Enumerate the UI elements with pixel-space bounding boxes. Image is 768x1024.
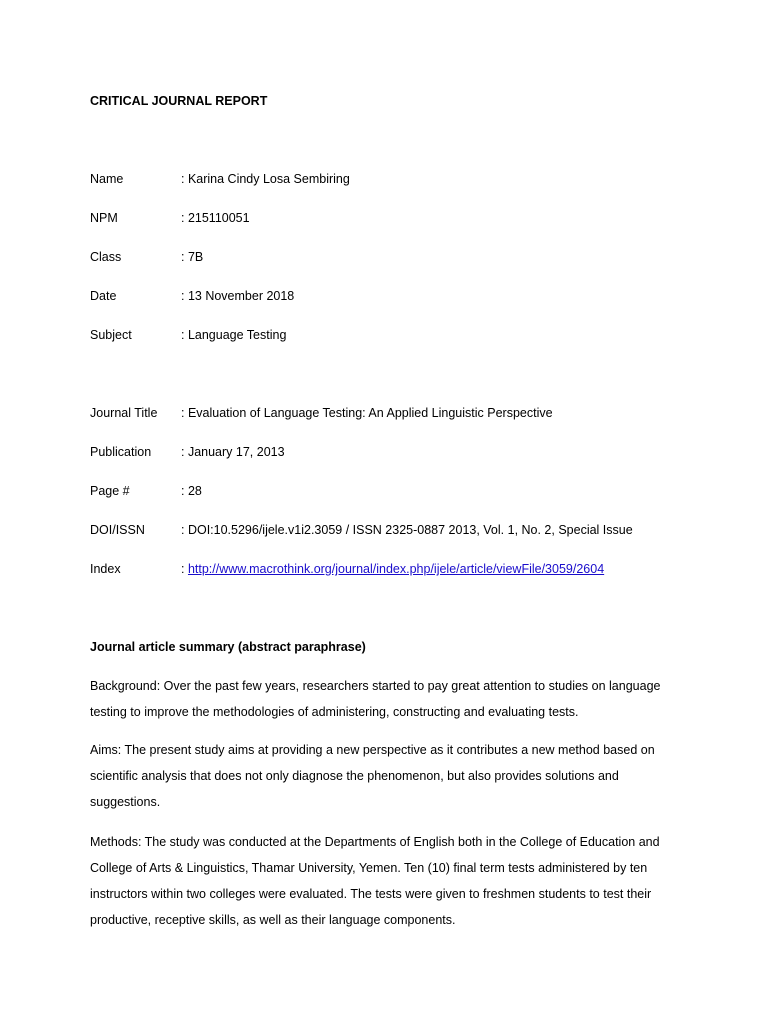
index-value — [181, 562, 604, 576]
info-value: : 13 November 2018 — [181, 289, 295, 303]
journal-label: Journal Title — [90, 406, 158, 420]
index-link[interactable]: http://www.macrothink.org/journal/index.php/ijele/article/viewFile/3059/2604 — [187, 562, 605, 576]
journal-value: : January 17, 2013 — [181, 445, 285, 459]
journal-row-publication — [90, 445, 730, 463]
journal-row-page — [90, 484, 730, 502]
journal-row-index — [90, 562, 730, 580]
index-label: Index — [90, 562, 121, 576]
info-value: : 7B — [181, 250, 204, 264]
info-label: Class — [90, 250, 122, 264]
document-title: CRITICAL JOURNAL REPORT — [90, 94, 268, 108]
journal-value: : Evaluation of Language Testing: An Applied Linguistic Perspective — [181, 406, 553, 420]
info-label: NPM — [90, 211, 118, 225]
info-label: Date — [90, 289, 117, 303]
journal-value: : 28 — [181, 484, 202, 498]
info-row-name — [90, 172, 730, 190]
journal-row-title — [90, 406, 730, 424]
journal-label: Page # — [90, 484, 130, 498]
journal-label: DOI/ISSN — [90, 523, 145, 537]
paragraph-methods: Methods: The study was conducted at the Departments of English both in the College of Education and College of Arts & Linguistics, Thamar University, Yemen. Ten (10) final term tests administered by ten instructors within two colleges were evaluated. The tests were given to freshmen students to test their productive, receptive skills, as well as their language components. — [90, 835, 660, 927]
info-label: Name — [90, 172, 124, 186]
info-row-class — [90, 250, 730, 268]
info-row-date — [90, 289, 730, 307]
info-label: Subject — [90, 328, 132, 342]
info-value: : 215110051 — [181, 211, 250, 225]
info-value: : Language Testing — [181, 328, 287, 342]
paragraph-aims: Aims: The present study aims at providing a new perspective as it contributes a new method based on scientific analysis that does not only diagnose the phenomenon, but also provides solutions and suggestions. — [90, 743, 655, 809]
journal-value: : DOI:10.5296/ijele.v1i2.3059 / ISSN 2325-0887 2013, Vol. 1, No. 2, Special Issue — [181, 523, 633, 537]
journal-row-doi — [90, 523, 730, 541]
info-row-npm — [90, 211, 730, 229]
summary-heading: Journal article summary (abstract paraphrase) — [90, 640, 366, 654]
info-row-subject — [90, 328, 730, 346]
journal-label: Publication — [90, 445, 152, 459]
index-prefix: : — [181, 562, 188, 576]
paragraph-background: Background: Over the past few years, researchers started to pay great attention to studies on language testing to improve the methodologies of administering, constructing and evaluating tests. — [90, 679, 661, 719]
info-value: : Karina Cindy Losa Sembiring — [181, 172, 350, 186]
